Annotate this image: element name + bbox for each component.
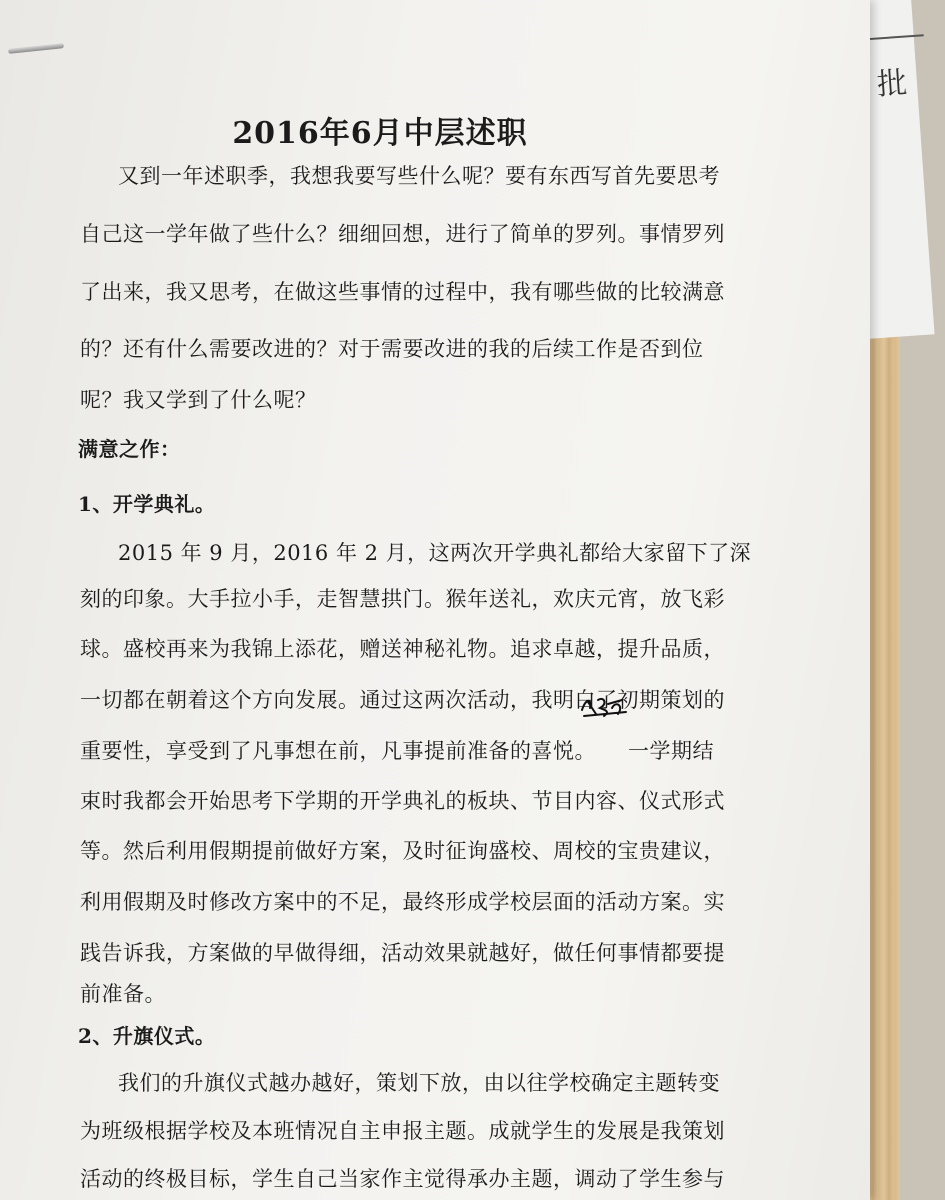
underlying-sheet-fragment: 批 <box>875 65 909 103</box>
item1-line: 一学期结 <box>628 739 714 763</box>
item1-heading: 1、开学典礼。 <box>78 492 216 516</box>
section-heading: 满意之作： <box>78 437 181 461</box>
item2-line: 为班级根据学校及本班情况自主申报主题。成就学生的发展是我策划 <box>80 1119 725 1143</box>
item2-line: 活动的终极目标，学生自己当家作主觉得承办主题，调动了学生参与 <box>80 1167 725 1191</box>
item1-line: 球。盛校再来为我锦上添花，赠送神秘礼物。追求卓越，提升品质， <box>80 637 725 661</box>
intro-line: 的？还有什么需要改进的？对于需要改进的我的后续工作是否到位 <box>80 337 704 361</box>
handwritten-annotation <box>578 690 630 720</box>
document-title: 2016年6月中层述职 <box>232 116 528 151</box>
item1-line: 等。然后利用假期提前做好方案，及时征询盛校、周校的宝贵建议， <box>80 839 725 863</box>
intro-line: 自己这一学年做了些什么？细细回想，进行了简单的罗列。事情罗列 <box>80 222 725 246</box>
item1-line: 前准备。 <box>80 982 166 1006</box>
item2-heading: 2、升旗仪式。 <box>78 1024 216 1048</box>
intro-line: 呢？我又学到了什么呢？ <box>80 388 317 412</box>
item2-line: 我们的升旗仪式越办越好，策划下放，由以往学校确定主题转变 <box>118 1071 720 1095</box>
underlying-sheet-line <box>864 34 924 40</box>
item1-line: 刻的印象。大手拉小手，走智慧拱门。猴年送礼，欢庆元宵，放飞彩 <box>80 587 725 611</box>
item1-line: 2015 年 9 月，2016 年 2 月，这两次开学典礼都给大家留下了深 <box>118 541 752 565</box>
item1-line: 重要性，享受到了凡事想在前，凡事提前准备的喜悦。 <box>80 739 596 763</box>
item1-line: 束时我都会开始思考下学期的开学典礼的板块、节目内容、仪式形式 <box>80 789 725 813</box>
item1-line: 践告诉我，方案做的早做得细，活动效果就越好，做任何事情都要提 <box>80 941 725 965</box>
intro-line: 又到一年述职季，我想我要写些什么呢？要有东西写首先要思考 <box>118 164 720 188</box>
intro-line: 了出来，我又思考，在做这些事情的过程中，我有哪些做的比较满意 <box>80 280 725 304</box>
item1-line: 利用假期及时修改方案中的不足，最终形成学校层面的活动方案。实 <box>80 890 725 914</box>
item1-line: 一切都在朝着这个方向发展。通过这两次活动，我明白了初期策划的 <box>80 688 725 712</box>
